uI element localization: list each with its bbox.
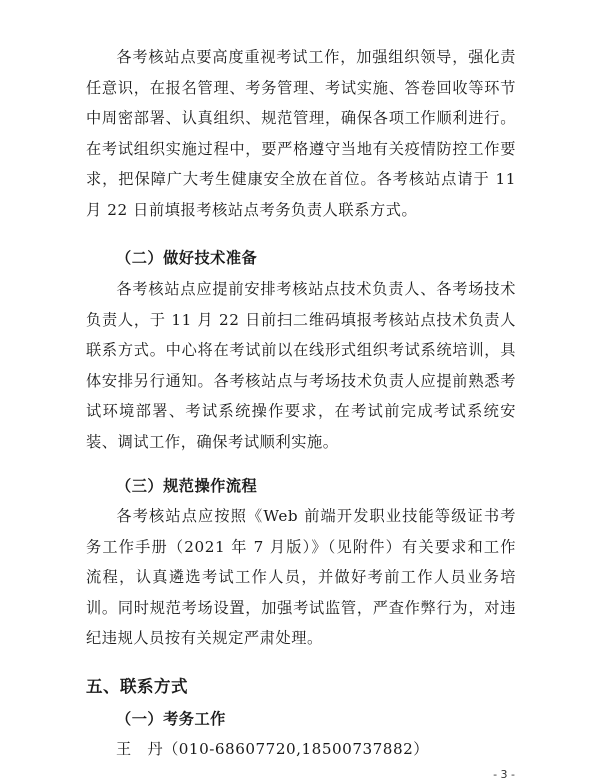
contact-line: 王 丹（010-68607720,18500737882） — [116, 740, 429, 758]
heading-contact-info: 五、联系方式 — [86, 677, 188, 696]
paragraph-exam-organization: 各考核站点要高度重视考试工作，加强组织领导，强化责任意识，在报名管理、考务管理、考试实施、答卷回收等环节中周密部署、认真组织、规范管理，确保各项工作顺利进行。在考试组织实施过程中，要严格遵守当地有关疫情防控工作要求，把保障广大考生健康安全放在首位。各考核站点请于 11 月 22 日前填报考核站点考务负责人联系方式。 — [86, 48, 516, 219]
page-number: - 3 - — [493, 768, 515, 781]
heading-exam-affairs: （一）考务工作 — [116, 710, 226, 728]
paragraph-technical-preparation: 各考核站点应提前安排考核站点技术负责人、各考场技术负责人，于 11 月 22 日前扫二维码填报考核站点技术负责人联系方式。中心将在考试前以在线形式组织考试系统培训，具体安排另行通知。各考核站点与考场技术负责人应提前熟悉考试环境部署、考试系统操作要求，在考试前完成考试系统安装、调试工作，确保考试顺利实施。 — [86, 280, 516, 451]
heading-technical-preparation: （二）做好技术准备 — [116, 249, 258, 267]
paragraph-standard-procedure: 各考核站点应按照《Web 前端开发职业技能等级证书考务工作手册（2021 年 7 月版）》（见附件）有关要求和工作流程，认真遴选考试工作人员，并做好考前工作人员业务培训。同时规范考场设置，加强考试监管，严查作弊行为，对违纪违规人员按有关规定严肃处理。 — [86, 507, 516, 648]
heading-standard-procedure: （三）规范操作流程 — [116, 477, 258, 495]
